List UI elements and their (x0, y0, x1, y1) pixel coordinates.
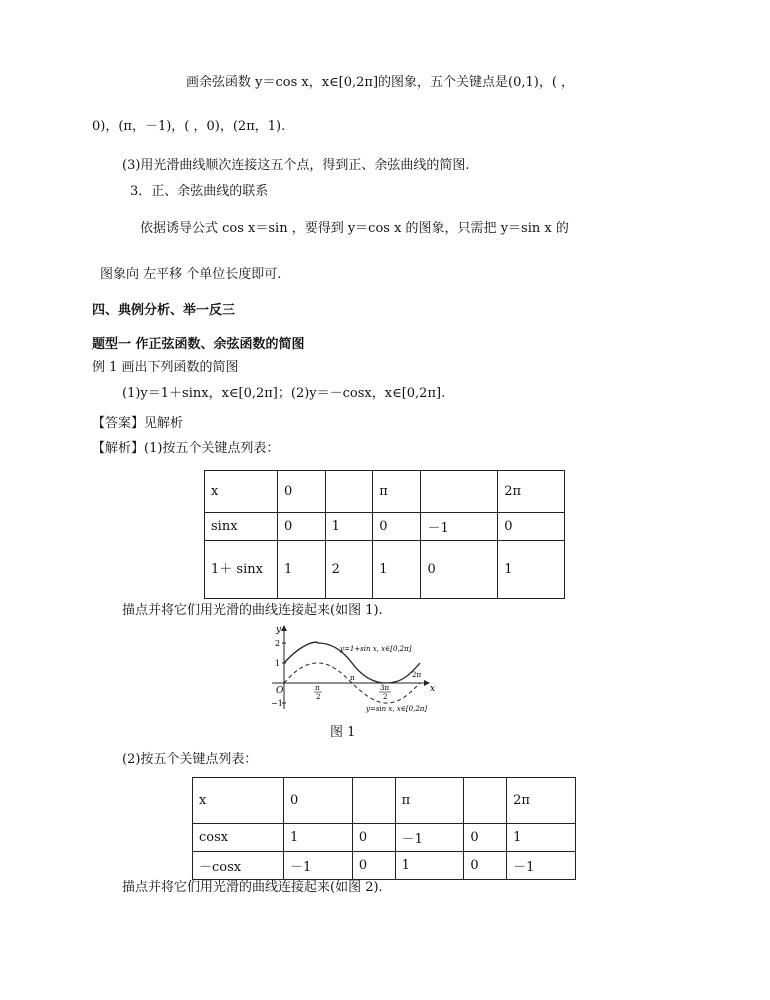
table-cell: －1 (284, 852, 353, 880)
figure-1-graph (268, 623, 448, 718)
table-cell: －cosx (193, 852, 284, 880)
table-2 (192, 777, 576, 880)
example-question: (1)y＝1＋sinx，x∈[0,2π]；(2)y＝－cosx，x∈[0,2π]. (122, 386, 446, 401)
description-line: 描点并将它们用光滑的曲线连接起来(如图 1). (122, 603, 383, 618)
table-cell (421, 471, 498, 513)
section-heading: 四、典例分析、举一反三 (92, 303, 236, 318)
table-row (205, 541, 565, 599)
y-tick-label: 1 (275, 659, 281, 668)
table-cell: 0 (464, 824, 507, 852)
table-cell: x (205, 471, 278, 513)
origin-label: O (276, 686, 284, 696)
table-cell: 1 (373, 541, 421, 599)
table-cell: 0 (464, 852, 507, 880)
curve-label: y=1+sin x, x∈[0,2π] (340, 645, 412, 653)
x-tick-label: 2 (316, 693, 321, 701)
table-cell: 2π (498, 471, 565, 513)
analysis-line: 【解析】(1)按五个关键点列表： (92, 441, 280, 456)
table-cell: 2 (325, 541, 373, 599)
x-axis-label: x (430, 684, 436, 694)
figure-caption: 图 1 (330, 725, 356, 740)
example-title: 例 1 画出下列函数的简图 (92, 360, 239, 375)
y-tick-label: 2 (275, 639, 281, 648)
text-line: 3．正、余弦曲线的联系 (130, 184, 269, 199)
curve-label: y=sin x, x∈[0,2π] (366, 705, 428, 713)
table-row (193, 778, 576, 824)
subsection-heading: 题型一 作正弦函数、余弦函数的简图 (92, 337, 305, 352)
table-cell: sinx (205, 513, 278, 541)
table-cell: 1 (498, 541, 565, 599)
table-row (205, 471, 565, 513)
table-cell: 0 (352, 852, 395, 880)
y-axis-label: y (276, 625, 282, 635)
table-cell: －1 (507, 852, 576, 880)
table-row (193, 852, 576, 880)
table-cell: 0 (278, 471, 326, 513)
table-row (205, 513, 565, 541)
description-line: 描点并将它们用光滑的曲线连接起来(如图 2). (122, 880, 383, 895)
table-cell (464, 778, 507, 824)
table-cell: 1 (284, 824, 353, 852)
table-cell: π (373, 471, 421, 513)
table-cell: 0 (352, 824, 395, 852)
answer-line: 【答案】见解析 (92, 416, 184, 431)
table-cell: 2π (507, 778, 576, 824)
table-cell (325, 471, 373, 513)
table-cell: －1 (395, 824, 464, 852)
table-cell: cosx (193, 824, 284, 852)
x-tick-label: 2π (412, 671, 422, 679)
table-cell: 0 (373, 513, 421, 541)
x-tick-label: 3π (380, 684, 390, 692)
text-line: 画余弦函数 y＝cos x，x∈[0,2π]的图象，五个关键点是(0,1)，( ， (186, 75, 575, 90)
table-cell (352, 778, 395, 824)
table-cell: 0 (284, 778, 353, 824)
table-cell: 1＋ sinx (205, 541, 278, 599)
x-tick-label: 2 (383, 693, 388, 701)
text-line: (2)按五个关键点列表： (122, 752, 258, 767)
table-cell: 1 (325, 513, 373, 541)
table-cell: 0 (498, 513, 565, 541)
table-cell: 0 (421, 541, 498, 599)
table-cell: －1 (421, 513, 498, 541)
table-cell: 0 (278, 513, 326, 541)
x-tick-label: π (315, 684, 320, 692)
table-cell: 1 (395, 852, 464, 880)
x-tick-label: π (350, 674, 355, 682)
table-cell: x (193, 778, 284, 824)
table-cell: 1 (278, 541, 326, 599)
text-line: 图象向 左平移 个单位长度即可. (100, 267, 282, 282)
text-line: 0)，(π，－1)，( ，0)，(2π，1). (92, 119, 286, 134)
table-cell: 1 (507, 824, 576, 852)
table-1 (204, 470, 565, 599)
text-line: (3)用光滑曲线顺次连接这五个点，得到正、余弦曲线的简图. (122, 158, 470, 173)
table-cell: π (395, 778, 464, 824)
table-row (193, 824, 576, 852)
text-line: 依据诱导公式 cos x＝sin ，要得到 y＝cos x 的图象，只需把 y＝sin x 的 (140, 221, 569, 236)
y-tick-label: −1 (271, 699, 283, 708)
